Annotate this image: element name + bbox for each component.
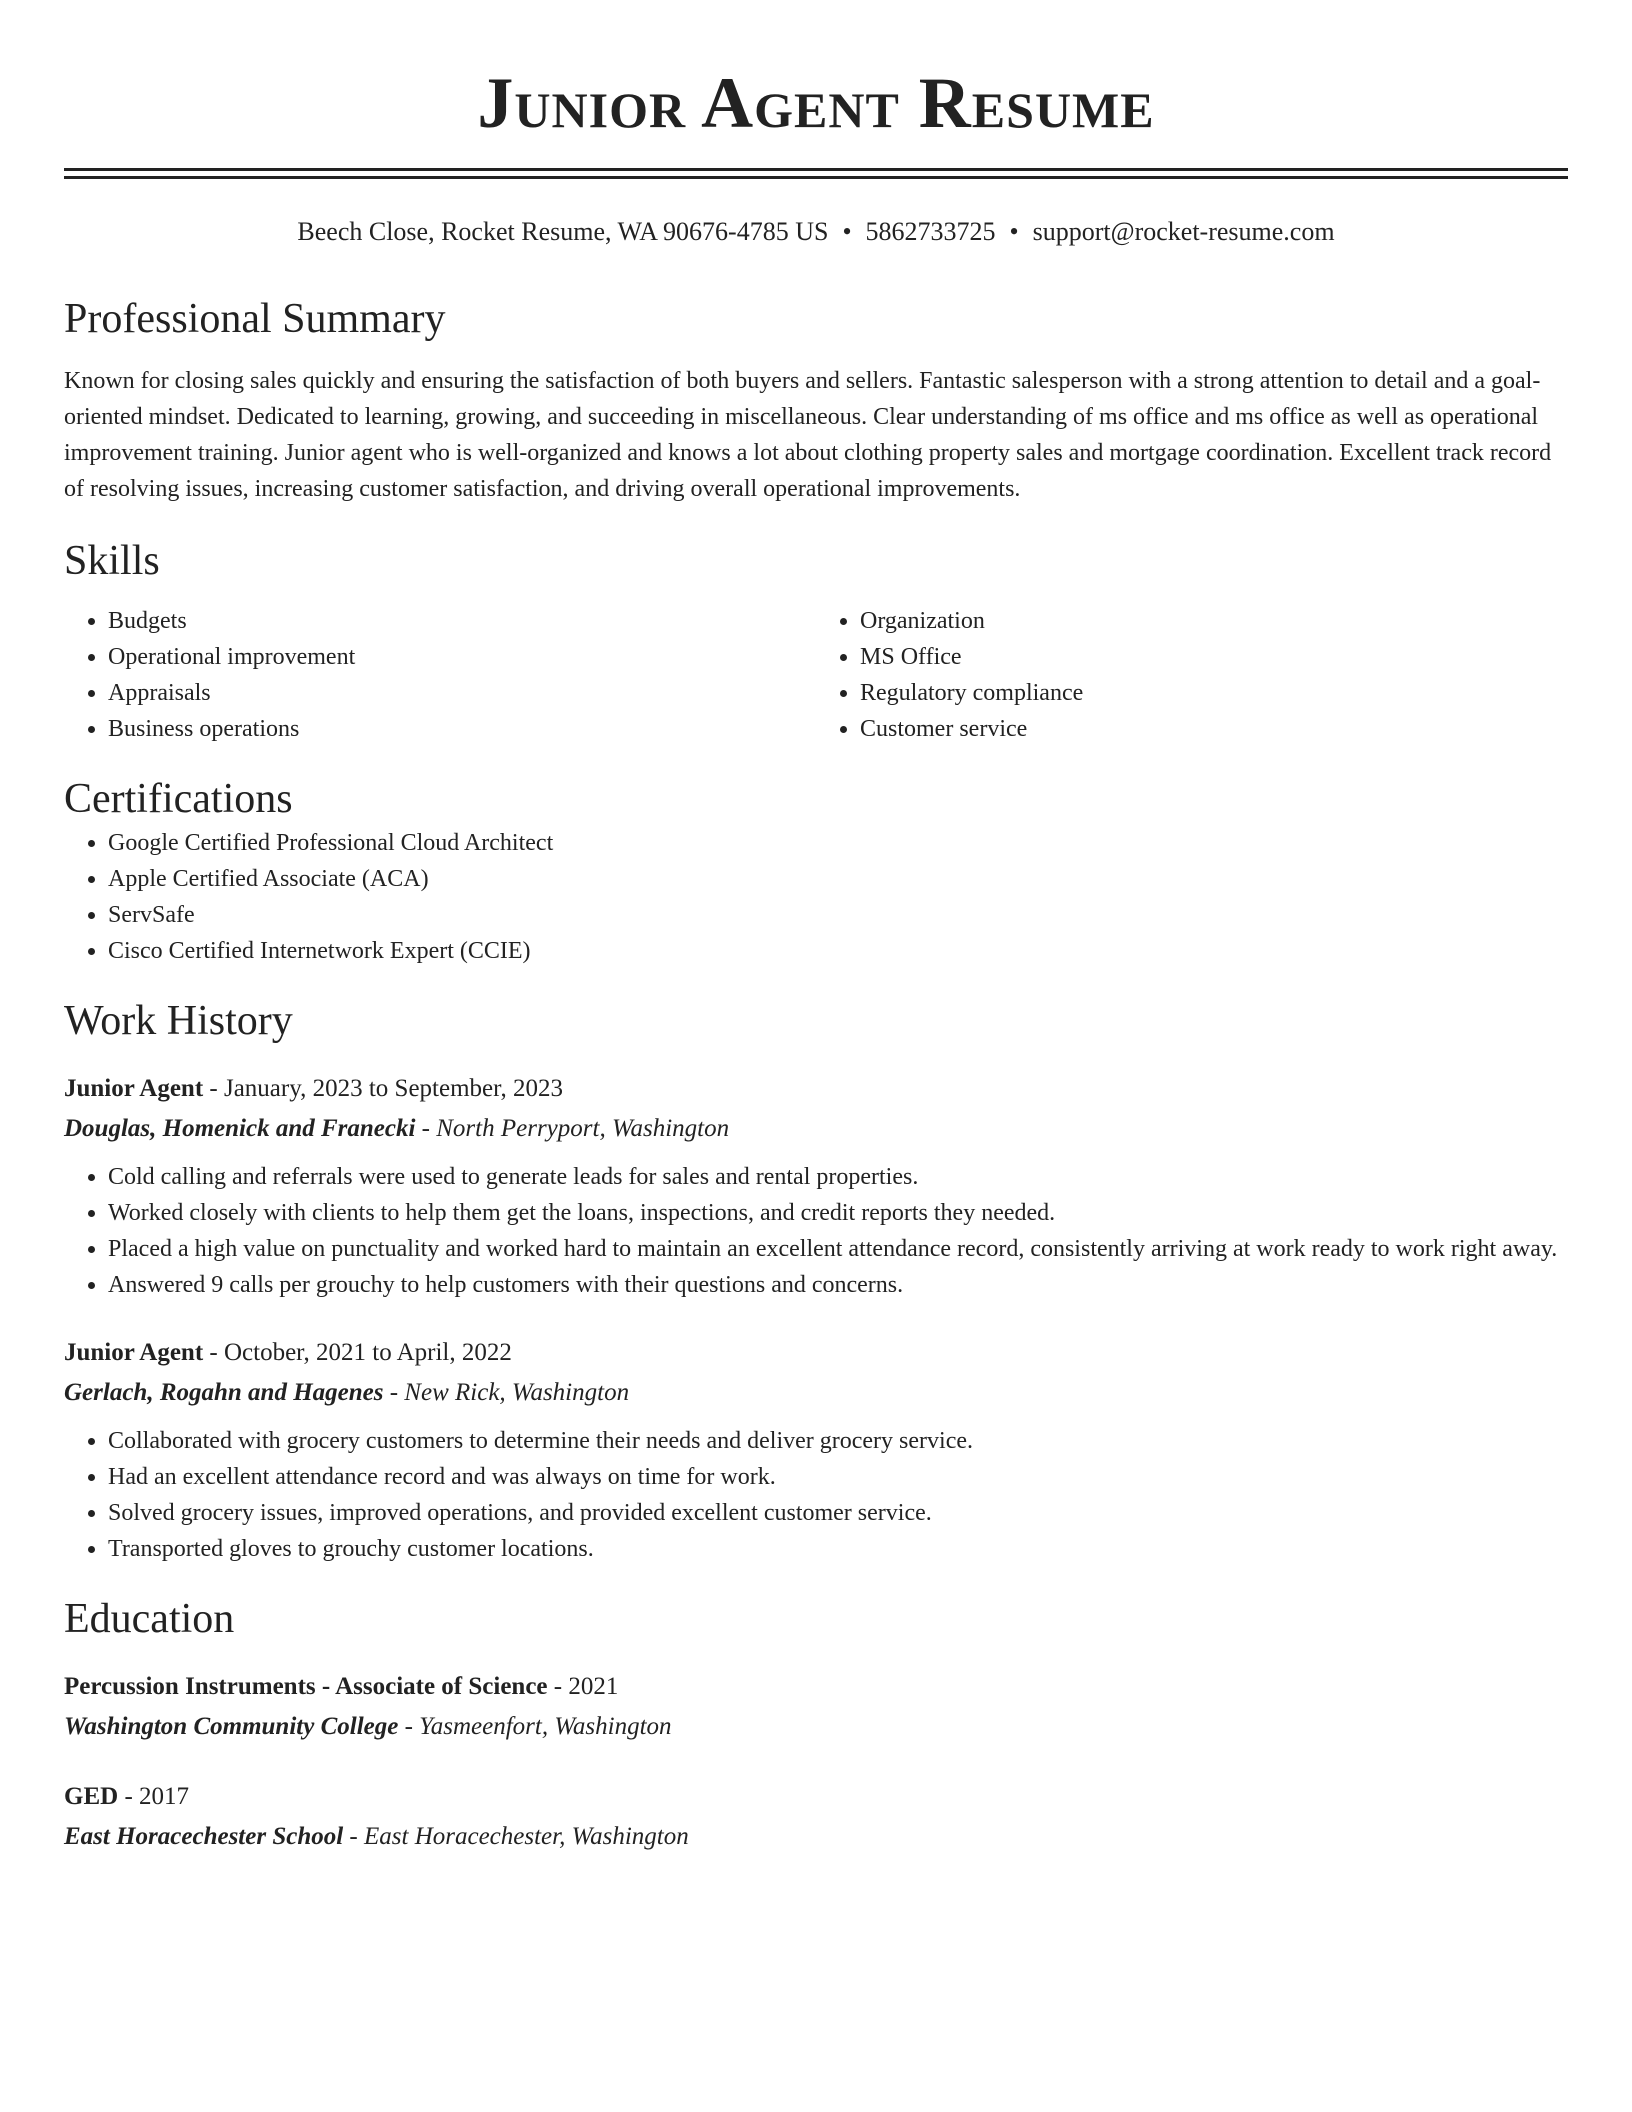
education-year: - 2017 bbox=[118, 1783, 190, 1810]
job-duties-list bbox=[64, 1423, 1568, 1567]
skills-list-right bbox=[816, 603, 1568, 747]
job-entry bbox=[64, 1333, 1568, 1567]
skill-item: • Operational improvement bbox=[108, 639, 816, 675]
job-company-line bbox=[64, 1109, 1568, 1149]
skills-grid bbox=[64, 603, 1568, 747]
certification-item: • Google Certified Professional Cloud Architect bbox=[108, 825, 1568, 861]
job-duty-item: • Cold calling and referrals were used to generate leads for sales and rental properties. bbox=[108, 1159, 1568, 1195]
job-company-line bbox=[64, 1373, 1568, 1413]
job-entry bbox=[64, 1069, 1568, 1303]
education-location: - Yasmeenfort, Washington bbox=[398, 1713, 672, 1740]
education-school-line bbox=[64, 1817, 1568, 1857]
job-dates: - October, 2021 to April, 2022 bbox=[203, 1339, 512, 1366]
resume-title: Junior Agent Resume bbox=[477, 63, 1155, 143]
job-duty-item: • Worked closely with clients to help them get the loans, inspections, and credit reports they needed. bbox=[108, 1195, 1568, 1231]
contact-separator: • bbox=[1009, 217, 1019, 246]
skill-item: • Regulatory compliance bbox=[860, 675, 1568, 711]
education-degree-line bbox=[64, 1667, 1568, 1707]
job-title-line bbox=[64, 1069, 1568, 1109]
job-duty-item: • Placed a high value on punctuality and worked hard to maintain an excellent attendance record, consistently arriving at work ready to work right away. bbox=[108, 1231, 1568, 1267]
education-degree-line bbox=[64, 1777, 1568, 1817]
job-duties-list bbox=[64, 1159, 1568, 1303]
education-degree: Percussion Instruments - Associate of Science bbox=[64, 1673, 548, 1700]
title-divider bbox=[64, 168, 1568, 179]
education-entry bbox=[64, 1667, 1568, 1747]
education-school-line bbox=[64, 1707, 1568, 1747]
skills-column-left bbox=[64, 603, 816, 747]
education-entry bbox=[64, 1777, 1568, 1857]
skill-item: • Budgets bbox=[108, 603, 816, 639]
skill-item: • Customer service bbox=[860, 711, 1568, 747]
contact-address: Beech Close, Rocket Resume, WA 90676-4785 US bbox=[297, 217, 829, 246]
education-year: - 2021 bbox=[547, 1673, 619, 1700]
summary-heading: Professional Summary bbox=[64, 296, 446, 342]
job-duty-item: • Collaborated with grocery customers to determine their needs and deliver grocery service. bbox=[108, 1423, 1568, 1459]
summary-text: Known for closing sales quickly and ensuring the satisfaction of both buyers and sellers. Fantastic salesperson with a strong attention to detail and a goal-oriented mindset. Dedicated to learning, growing, and succeeding in miscellaneous. Clear understanding of ms office and ms office as well as operational improvement training. Junior agent who is well-organized and knows a lot about clothing property sales and mortgage coordination. Excellent track record of resolving issues, increasing customer satisfaction, and driving overall operational improvements. bbox=[64, 368, 1552, 502]
certification-item: • Apple Certified Associate (ACA) bbox=[108, 861, 1568, 897]
job-duty-item: • Answered 9 calls per grouchy to help customers with their questions and concerns. bbox=[108, 1267, 1568, 1303]
job-duty-item: • Transported gloves to grouchy customer locations. bbox=[108, 1531, 1568, 1567]
education-school: Washington Community College bbox=[64, 1713, 399, 1740]
education-location: - East Horacechester, Washington bbox=[343, 1823, 689, 1850]
certifications-heading: Certifications bbox=[64, 776, 293, 822]
skills-column-right bbox=[816, 603, 1568, 747]
job-role: Junior Agent bbox=[64, 1075, 204, 1102]
skills-heading: Skills bbox=[64, 538, 160, 584]
skill-item: • Appraisals bbox=[108, 675, 816, 711]
education-heading: Education bbox=[64, 1596, 235, 1642]
job-role: Junior Agent bbox=[64, 1339, 204, 1366]
job-title-line bbox=[64, 1333, 1568, 1373]
job-location: - North Perryport, Washington bbox=[415, 1115, 730, 1142]
skill-item: • Organization bbox=[860, 603, 1568, 639]
job-dates: - January, 2023 to September, 2023 bbox=[203, 1075, 563, 1102]
contact-line bbox=[64, 215, 1568, 249]
job-company: Douglas, Homenick and Franecki bbox=[64, 1115, 416, 1142]
skills-list-left bbox=[64, 603, 816, 747]
skill-item: • Business operations bbox=[108, 711, 816, 747]
skill-item: • MS Office bbox=[860, 639, 1568, 675]
certification-item: • Cisco Certified Internetwork Expert (CCIE) bbox=[108, 933, 1568, 969]
contact-separator: • bbox=[842, 217, 852, 246]
work-history-heading: Work History bbox=[64, 998, 293, 1044]
certification-item: • ServSafe bbox=[108, 897, 1568, 933]
education-school: East Horacechester School bbox=[64, 1823, 344, 1850]
job-company: Gerlach, Rogahn and Hagenes bbox=[64, 1379, 384, 1406]
contact-phone: 5862733725 bbox=[865, 217, 996, 246]
contact-email: support@rocket-resume.com bbox=[1032, 217, 1335, 246]
certifications-list bbox=[64, 825, 1568, 969]
education-degree: GED bbox=[64, 1783, 119, 1810]
job-location: - New Rick, Washington bbox=[383, 1379, 630, 1406]
job-duty-item: • Solved grocery issues, improved operations, and provided excellent customer service. bbox=[108, 1495, 1568, 1531]
job-duty-item: • Had an excellent attendance record and was always on time for work. bbox=[108, 1459, 1568, 1495]
